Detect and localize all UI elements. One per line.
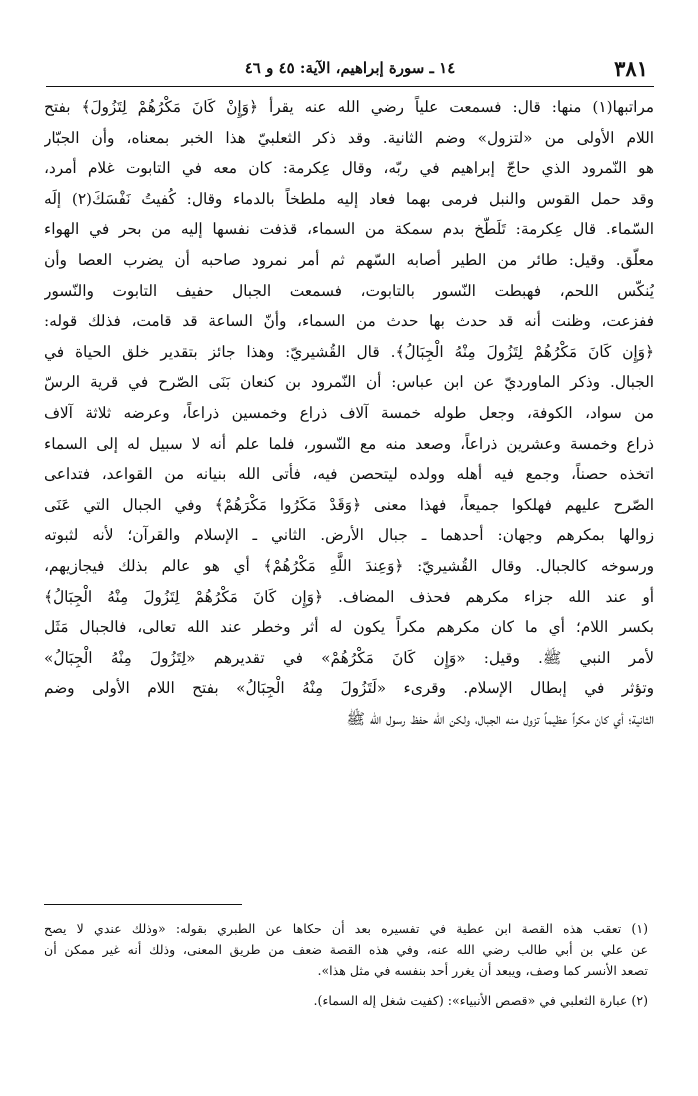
text-line: اتخذه حصناً، وجمع فيه أهله وولده ليتحصن فيه، فأتى الله بنيانه من القواعد، فتداعى (44, 465, 654, 484)
text-line: لأمر النبي ﷺ. وقيل: «وَإِن كَانَ مَكْرُهُمْ» في تقديرهم «لِتَزُولَ مِنْهُ الْجِبَالُ» (44, 648, 654, 667)
text-line: ﴿وَإِن كَانَ مَكْرُهُمْ لِتَزُولَ مِنْهُ الْجِبَالُ﴾. قال القُشيريّ: وهذا جائز بتقدير خلق الحياة في (44, 342, 654, 361)
text-line: بكسر اللام؛ أي ما كان مكرهم مكراً يكون له أثر وخطر عند الله تعالى، فالجبال مَثَل (44, 618, 654, 637)
text-line: السّماء. قال عِكرمة: تَلَطّخ بدم سمكة من السماء، قذفت نفسها إليه من بحر في الهواء (44, 220, 654, 239)
footnote-gap (44, 981, 648, 990)
page-number: ٣٨١ (614, 56, 648, 81)
text-line: من سواد، الكوفة، وجعل طوله خمسة آلاف ذراع وخمسين ذراعاً، وعرضه ثلاثة آلاف (44, 403, 654, 422)
text-line: ففزعت، وظنت أنه قد حدث بها حدث من السماء، وأنّ الساعة قد قامت، فذلك قوله: (44, 312, 654, 331)
text-line: ورسوخه كالجبال. وقال القُشيريّ: ﴿وَعِندَ اللَّهِ مَكْرُهُمْ﴾ أي هو عالم بذلك فيجازيهم، (44, 556, 654, 575)
text-line: وقد حمل القوس والنبل فرمى بهما فعاد إليه ملطخاً بالدماء وقال: كُفيتُ نَفْسَكَ(٢) إلَه (44, 189, 654, 208)
text-line: يُنكّس اللحم، فهبطت النّسور بالتابوت، فسمعت الجبال حفيف التابوت والنّسور (44, 281, 654, 300)
text-line: أو عند الله جزاء مكرهم فحذف المضاف. ﴿وَإِن كَانَ مَكْرُهُمْ لِتَزُولَ مِنْهُ الْجِبَالُ﴾ (44, 587, 654, 606)
text-line: وتؤثر في إبطال الإسلام. وقرىء «لَتَزُولَ مِنْهُ الْجِبَالُ» بفتح اللام الأولى وضم (44, 679, 654, 698)
footnotes (44, 918, 648, 1011)
footnote-divider (44, 904, 242, 905)
text-line: الجبال. وذكر الماورديّ عن ابن عباس: أن النّمرود بن كنعان بَنَى الصّرح في قرية الرسّ (44, 373, 654, 392)
main-text (44, 92, 654, 734)
page-header (46, 54, 654, 87)
text-line: مراتبها(١) منها: قال: فسمعت علياً رضي الله عنه يقرأ ﴿وَإِنْ كَانَ مَكْرُهُمْ لِتَزُولَ﴾ بفتح (44, 98, 654, 116)
footnote-line: (١) تعقب هذه القصة ابن عطية في تفسيره بعد أن حكاها عن الطبري بقوله: «وذلك عندي لا يصح (44, 921, 648, 936)
footnote (44, 918, 648, 981)
text-line: الثانية؛ أي كان مكراً عظيماً تزول منه الجبال، ولكن الله حفظ رسول الله ﷺ (346, 709, 654, 728)
text-line: اللام الأولى من «لتزول» وضم الثانية. وقد ذكر الثعلبيّ هذا الخبر بمعناه، وأن الجبّار (44, 128, 654, 147)
footnote-line: عن علي بن أبي طالب رضي الله عنه، وفي هذه القصة ضعف من طريق المعنى، وذلك أنه غير ممكن أن (44, 942, 648, 957)
footnote (44, 990, 648, 1011)
running-title: ١٤ ـ سورة إبراهيم، الآية: ٤٥ و ٤٦ (244, 59, 456, 77)
text-line: ذراع وخمسة وعشرين ذراعاً، وصعد منه مع النّسور، فلما علم أنه لا سبيل له إلى السماء (44, 434, 654, 453)
text-line: هو النّمرود الذي حاجّ إبراهيم في ربّه، وقال عِكرمة: كان معه في التابوت غلام أمرد، (44, 159, 654, 178)
footnote-line: تصعد الأنسر كما وصف، ويبعد أن يغرر أحد بنفسه في مثل هذا». (317, 963, 648, 978)
text-line: زوالها بمكرهم وجهان: أحدهما ـ جبال الأرض. الثاني ـ الإسلام والقرآن؛ لأنه لثبوته (44, 526, 654, 545)
text-line: الصّرح عليهم فهلكوا جميعاً، فهذا معنى ﴿وَقَدْ مَكَرُوا مَكْرَهُمْ﴾ وفي الجبال التي عَنَى (44, 495, 654, 514)
footnote-line: (٢) عبارة الثعلبي في «قصص الأنبياء»: (كفيت شغل إله السماء). (313, 993, 648, 1008)
text-line: معلّق. وقيل: طائر من الطير أصابه السّهم ثم أمر نمرود صاحبه أن يضرب العصا وأن (44, 250, 654, 269)
